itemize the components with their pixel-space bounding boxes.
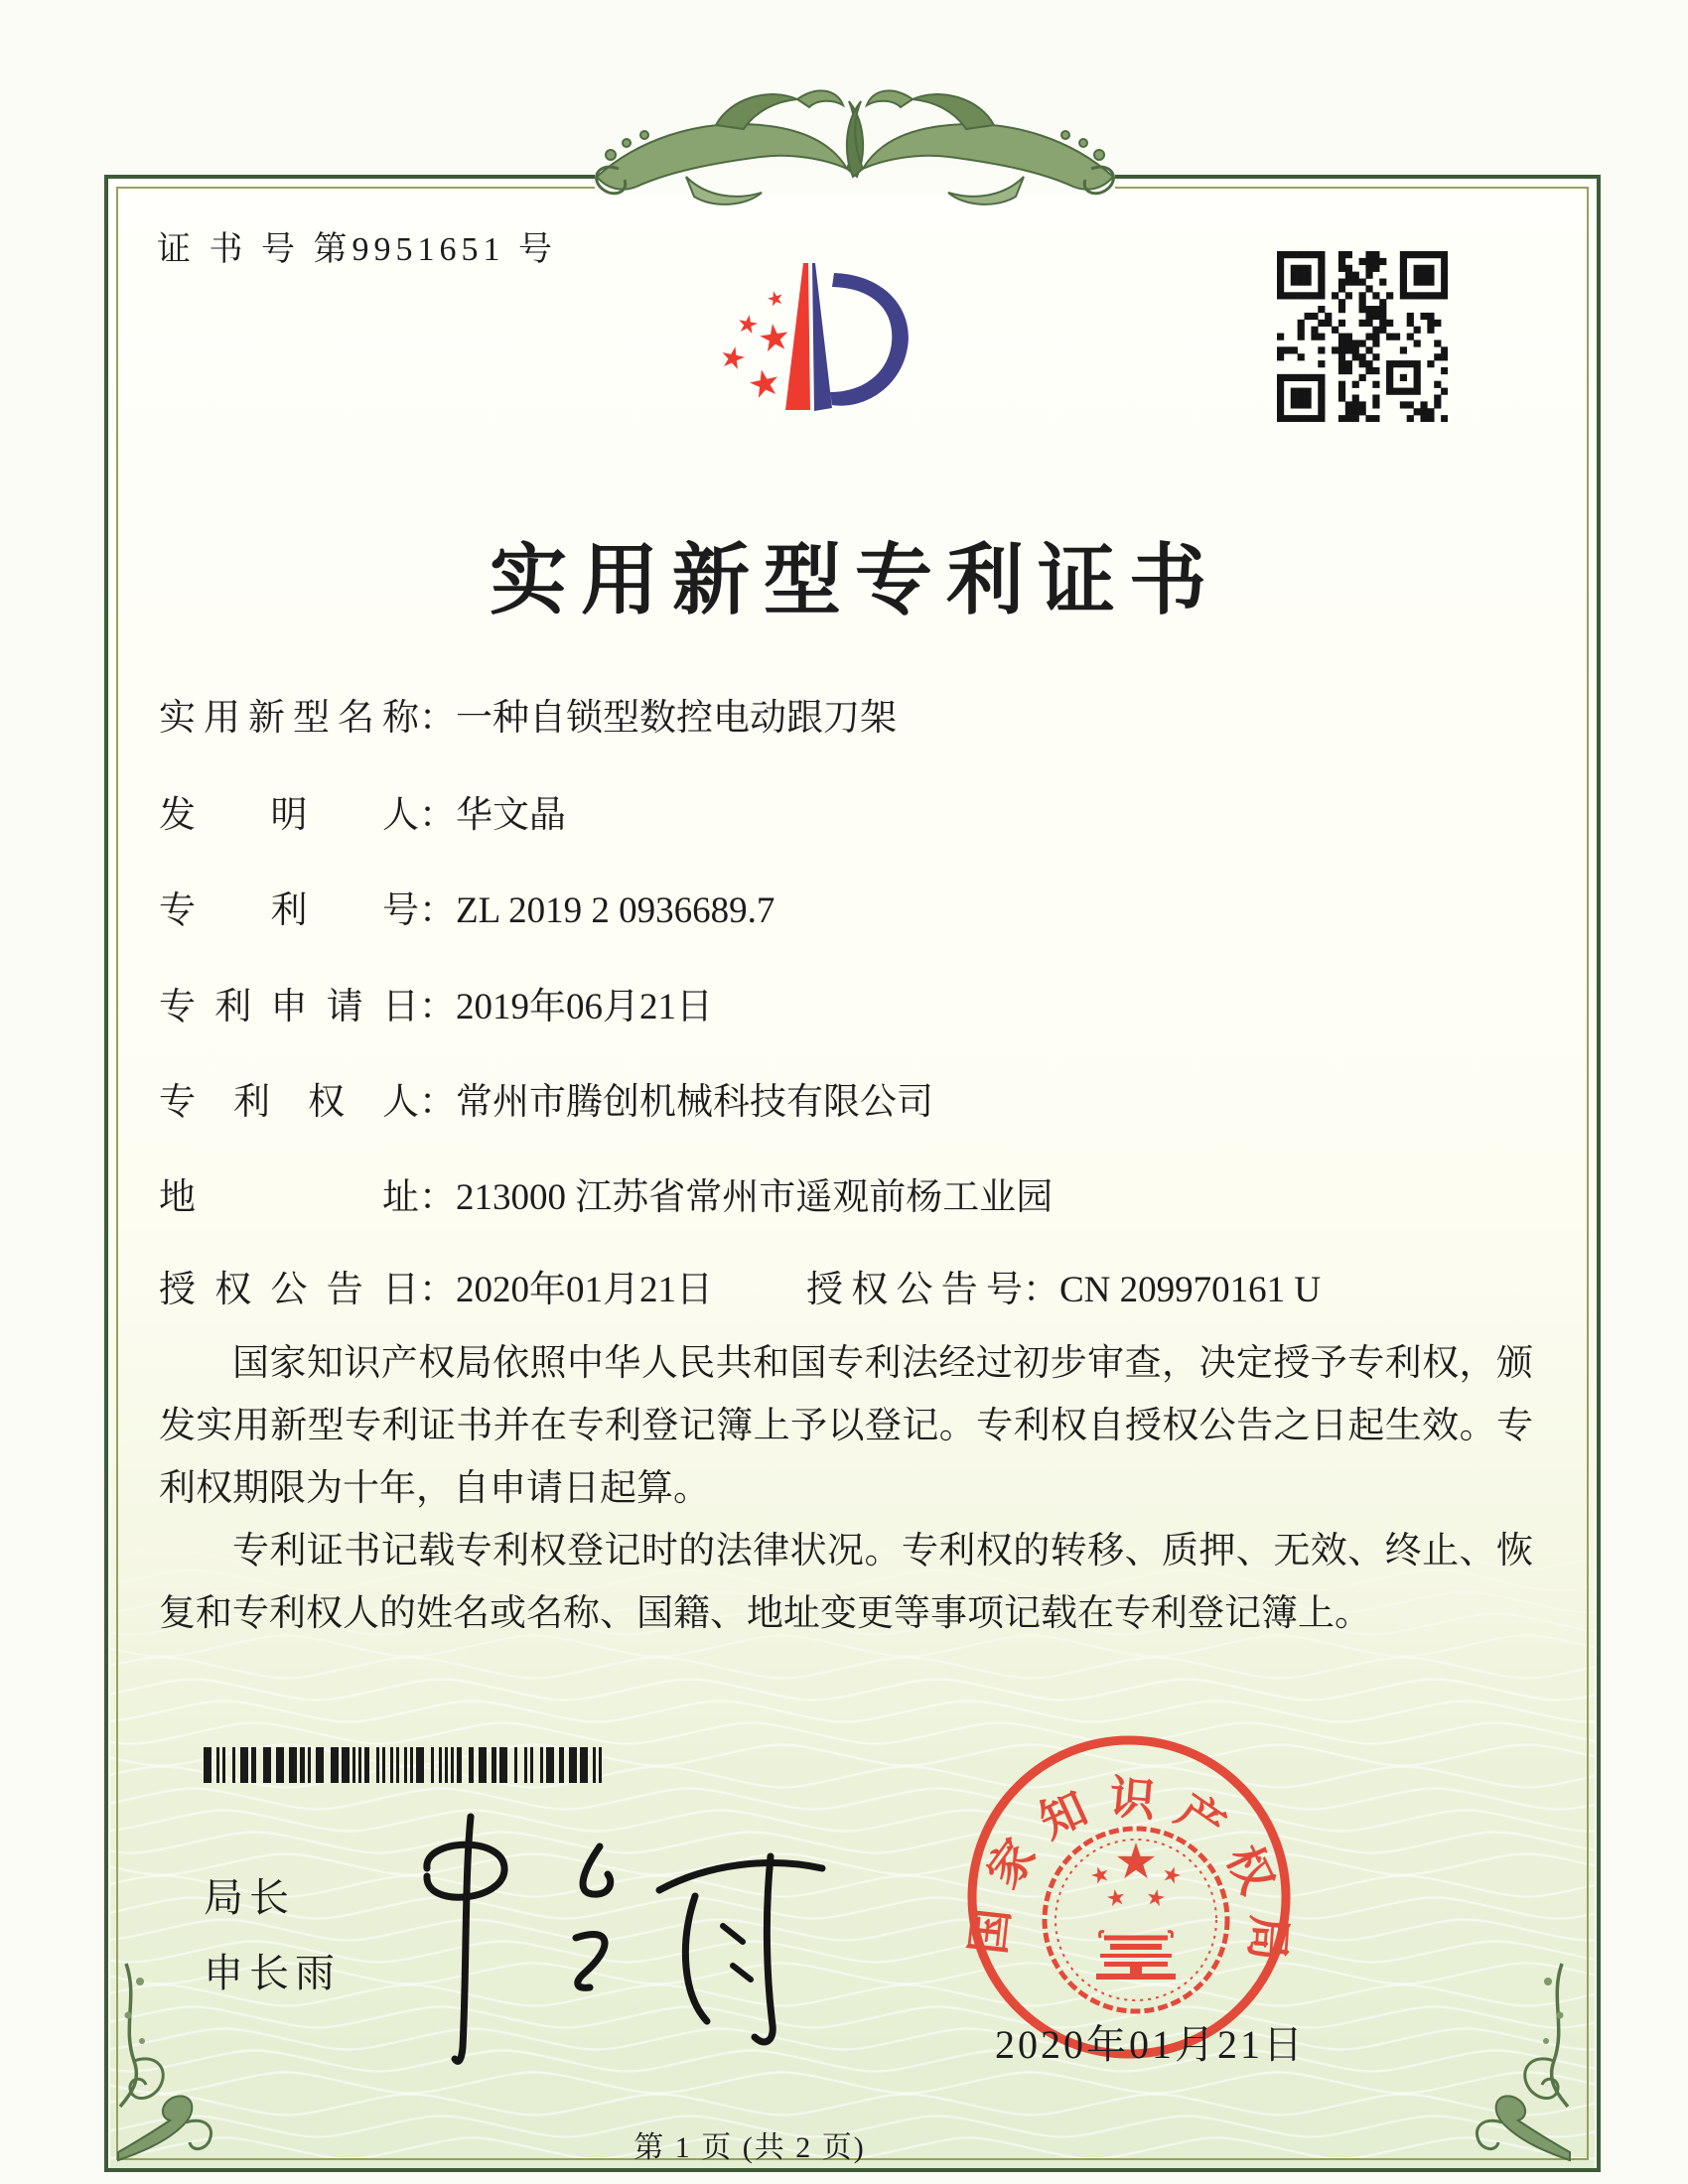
- colon: ：: [419, 1177, 456, 1218]
- field-row-inventor: [159, 784, 566, 838]
- field-label-grant-date: 授 权 公 告 日: [159, 1270, 419, 1310]
- colon: ：: [419, 1082, 456, 1123]
- field-label-grant-number: 授 权 公 告 号: [806, 1270, 1023, 1310]
- bottom-right-corner-ornament-icon: [1447, 1958, 1576, 2166]
- field-value-patentee: 常州市腾创机械科技有限公司: [456, 1082, 933, 1123]
- document-title: 实用新型专利证书: [489, 537, 1220, 623]
- colon: ：: [419, 795, 456, 836]
- colon: ：: [1023, 1270, 1059, 1310]
- colon: ：: [419, 1270, 456, 1310]
- certificate-number: 证 书 号 第9951651 号: [157, 231, 557, 268]
- page-indicator: 第 1 页 (共 2 页): [633, 2131, 866, 2164]
- field-row-filing-date: [159, 976, 713, 1029]
- seal-date: 2020年01月21日: [995, 2022, 1306, 2067]
- field-row-patentee: [159, 1071, 933, 1125]
- field-row-utility-model-name: [159, 687, 897, 741]
- colon: ：: [419, 698, 456, 739]
- field-value-inventor: 华文晶: [456, 795, 566, 836]
- field-label-utility-model-name: 实 用 新 型 名 称: [159, 698, 419, 739]
- field-label-patentee: 专 利 权 人: [159, 1082, 419, 1123]
- field-label-filing-date: 专 利 申 请 日: [159, 987, 419, 1027]
- body-paragraph-2: 专利证书记载专利权登记时的法律状况。专利权的转移、质押、无效、终止、恢复和专利权人的姓名或名称、国籍、地址变更等事项记载在专利登记簿上。: [159, 1531, 1533, 1634]
- field-row-grant-announcement: [159, 1259, 1533, 1312]
- colon: ：: [419, 890, 456, 931]
- field-label-patent-number: 专 利 号: [159, 890, 419, 931]
- body-paragraph-1: 国家知识产权局依照中华人民共和国专利法经过初步审查，决定授予专利权，颁发实用新型专利证书并在专利登记簿上予以登记。专利权自授权公告之日起生效。专利权期限为十年，自申请日起算。: [159, 1343, 1533, 1509]
- field-value-grant-date: 2020年01月21日: [456, 1270, 713, 1310]
- colon: ：: [419, 987, 456, 1027]
- field-value-utility-model-name: 一种自锁型数控电动跟刀架: [456, 698, 897, 739]
- legal-body-text: [159, 1332, 1533, 1645]
- field-value-address: 213000 江苏省常州市遥观前杨工业园: [456, 1177, 1054, 1218]
- handwritten-signature-icon: [379, 1799, 846, 2097]
- field-label-address: 地 址: [159, 1177, 419, 1218]
- qr-code-icon: [1277, 251, 1448, 422]
- field-value-filing-date: 2019年06月21日: [456, 987, 713, 1027]
- cnipa-logo-icon: [685, 243, 943, 447]
- field-row-address: [159, 1166, 1053, 1220]
- top-flourish-ornament-icon: [567, 50, 1143, 213]
- signer-name: 申长雨: [204, 1951, 341, 1995]
- signer-title: 局长: [204, 1875, 295, 1920]
- field-label-inventor: 发 明 人: [159, 795, 419, 836]
- field-value-patent-number: ZL 2019 2 0936689.7: [456, 890, 775, 931]
- barcode-icon: [204, 1747, 616, 1783]
- seal-text: 国家知识产权局: [962, 1771, 1295, 1980]
- field-row-patent-number: [159, 880, 774, 933]
- field-value-grant-number: CN 209970161 U: [1059, 1270, 1322, 1310]
